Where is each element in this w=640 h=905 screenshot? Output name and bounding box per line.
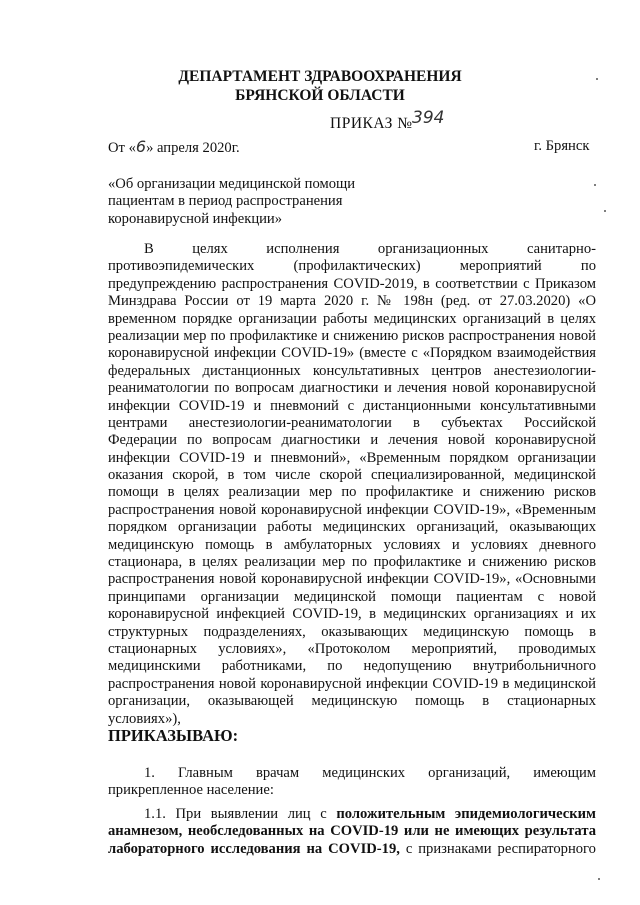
date-day: 6 (135, 137, 147, 156)
preamble-line: медицинскими работниками, по недопущению внутрибольничного (108, 658, 596, 675)
preamble-line: В целях исполнения организационных санитарно- (144, 241, 596, 257)
order-number: 394 (412, 108, 445, 128)
preamble-line: организации, оказывающей медицинскую помощь в стационарных (108, 693, 596, 710)
preamble-line: помощи в целях реализации мер по профилактике и снижению рисков (108, 484, 596, 501)
order-city: г. Брянск (534, 138, 590, 154)
preamble-line: условиях»), (108, 710, 181, 727)
item-1-1-line (108, 841, 596, 858)
subject-line: коронавирусной инфекции» (108, 210, 283, 227)
item-1-1-line: анамнезом, необследованных на COVID-19 или не имеющих результата (108, 823, 596, 840)
subject-line: «Об организации медицинской помощи (108, 176, 356, 192)
preamble-line: распространения новой коронавирусной инфекции COVID-19», «Основными (108, 571, 596, 588)
preamble-line: предупреждению распространения COVID-2019, в соответствии с Приказом (108, 275, 596, 292)
order-subject (108, 176, 596, 228)
preamble-line: временном порядке организации работы медицинских организаций в целях (108, 310, 596, 327)
preamble-line: стационарных условиях», «Протоколом мероприятий, проводимых (108, 640, 596, 657)
department-title-line1: ДЕПАРТАМЕНТ ЗДРАВООХРАНЕНИЯ (178, 68, 462, 85)
scan-speck (596, 78, 598, 80)
department-title-line2: БРЯНСКОЙ ОБЛАСТИ (235, 87, 405, 104)
preamble-line: инфекции COVID-19 и пневмоний с дистанционными консультативными (108, 397, 596, 414)
preamble-line: принципами организации медицинской помощи пациентам с новой (108, 588, 596, 605)
preamble-line: медицинскую помощь в амбулаторных условиях и условиях дневного (108, 536, 596, 553)
subject-line: пациентам в период распространения (108, 193, 343, 210)
preamble-paragraph (108, 241, 596, 728)
preamble-line: коронавирусной инфекцией COVID-19, в медицинских организациях и их (108, 606, 596, 623)
preamble-line: распространения новой коронавирусной инфекции COVID-19», «Временным (108, 501, 596, 518)
preamble-line: инфекции COVID-19 и пневмоний», «Временным порядком организации (108, 449, 596, 466)
preamble-line: стационара, в целях реализации мер по профилактике и снижению рисков (108, 554, 596, 571)
order-label: ПРИКАЗ № (330, 115, 413, 132)
order-word: ПРИКАЗЫВАЮ: (108, 726, 239, 745)
preamble-line: структурных подразделениях, оказывающих медицинскую помощь в (108, 623, 596, 640)
preamble-line: противоэпидемических (профилактических) мероприятий по (108, 258, 596, 275)
scan-speck (598, 878, 600, 880)
item-1-1-bold-text: положительным эпидемиологическим (336, 806, 596, 822)
preamble-line: распространения новой коронавирусной инфекции COVID-19 в медицинской (108, 675, 596, 692)
item-1 (108, 765, 596, 800)
item-1-line: прикрепленное население: (108, 782, 274, 799)
item-1-1 (108, 806, 596, 858)
date-prefix: От « (108, 140, 136, 156)
preamble-line: федеральных дистанционных консультативных центров анестезиологии- (108, 362, 596, 379)
preamble-line: коронавирусной инфекции COVID-19» (вместе с «Порядком взаимодействия (108, 345, 596, 362)
item-1-1-text: 1.1. При выявлении лиц с (144, 806, 337, 822)
item-1-1-text: с признаками респираторного (399, 840, 596, 857)
item-1-1-line (108, 806, 596, 823)
item-1-1-bold-text: лабораторного исследования на COVID-19, (108, 840, 400, 857)
item-1-line: 1. Главным врачам медицинских организаций, имеющим (144, 765, 596, 781)
scan-speck (604, 210, 606, 212)
preamble-line: Минздрава России от 19 марта 2020 г. № 198н (ред. от 27.03.2020) «О (108, 293, 596, 310)
preamble-line: центрами анестезиологии-реаниматологии в субъектах Российской (108, 414, 596, 431)
preamble-line: реализации мер по профилактике и снижению рисков распространения новой (108, 327, 596, 344)
preamble-line: Федерации по вопросам диагностики и лечения новой коронавирусной (108, 432, 596, 449)
preamble-line: реаниматологии по вопросам диагностики и лечения новой коронавирусной (108, 380, 596, 397)
preamble-line: порядком организации работы медицинских организаций, оказывающих (108, 519, 596, 536)
date-suffix: » апреля 2020г. (146, 140, 240, 156)
order-date (108, 138, 240, 157)
preamble-line: оказания скорой, в том числе скорой специализированной, медицинской (108, 467, 596, 484)
scan-speck (594, 184, 596, 186)
